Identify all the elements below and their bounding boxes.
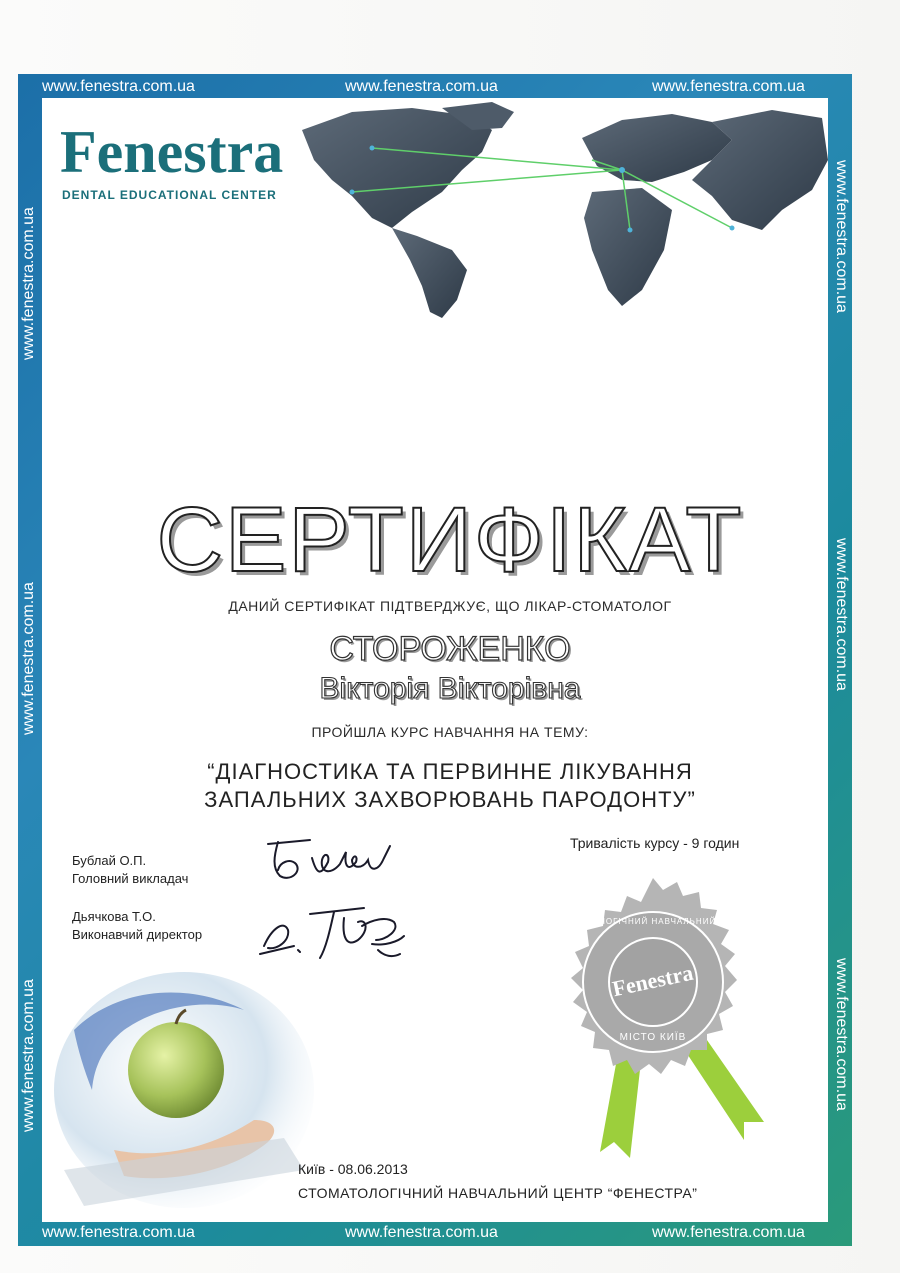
course-duration: Тривалість курсу - 9 годин [570, 835, 740, 851]
frame-url-right-1: www.fenestra.com.ua [833, 160, 850, 313]
course-topic-line-2: ЗАПАЛЬНИХ ЗАХВОРЮВАНЬ ПАРОДОНТУ” [204, 787, 696, 812]
signatory-1 [72, 852, 188, 888]
frame-url-top-left: www.fenestra.com.ua [42, 78, 195, 95]
signature-2-image [254, 900, 414, 970]
course-intro: ПРОЙШЛА КУРС НАВЧАННЯ НА ТЕМУ: [311, 724, 589, 740]
frame-url-right-2: www.fenestra.com.ua [833, 538, 850, 691]
frame-url-top-right: www.fenestra.com.ua [652, 78, 805, 95]
seal-center-text: Fenestra [610, 959, 696, 1002]
frame-url-top-center: www.fenestra.com.ua [345, 78, 498, 95]
frame-url-bottom-right: www.fenestra.com.ua [652, 1224, 805, 1241]
seal-stamp [538, 872, 768, 1162]
seal-ring-bottom-text: МІСТО КИЇВ [619, 1032, 687, 1043]
signatory-2-name: Дьячкова Т.О. [72, 909, 156, 924]
signature-1-image [250, 832, 400, 892]
certificate-title: СЕРТИФІКАТ [156, 489, 744, 591]
signatory-1-name: Бублай О.П. [72, 853, 147, 868]
confirm-line: ДАНИЙ СЕРТИФІКАТ ПІДТВЕРДЖУЄ, ЩО ЛІКАР-СТОМАТОЛОГ [228, 598, 672, 614]
recipient-given-names: Вікторія Вікторівна [319, 672, 581, 705]
signatory-2-role: Виконавчий директор [72, 927, 203, 942]
frame-url-bottom-left: www.fenestra.com.ua [42, 1224, 195, 1241]
seal-ring-top-text: СТОМАТОЛОГІЧНИЙ НАВЧАЛЬНИЙ ЦЕНТР [554, 917, 752, 926]
frame-url-right-3: www.fenestra.com.ua [833, 958, 850, 1111]
course-topic [0, 758, 900, 814]
frame-url-left-1: www.fenestra.com.ua [20, 207, 37, 360]
signatory-2 [72, 908, 202, 944]
recipient-surname: СТОРОЖЕНКО [329, 630, 571, 668]
logo-wordmark: Fenestra [60, 119, 284, 185]
frame-url-left-3: www.fenestra.com.ua [20, 979, 37, 1132]
place-date: Київ - 08.06.2013 [298, 1161, 408, 1177]
frame-url-bottom-center: www.fenestra.com.ua [345, 1224, 498, 1241]
logo-subtitle: DENTAL EDUCATIONAL CENTER [62, 188, 277, 202]
signatory-1-role: Головний викладач [72, 871, 189, 886]
issuer-name: СТОМАТОЛОГІЧНИЙ НАВЧАЛЬНИЙ ЦЕНТР “ФЕНЕСТРА” [298, 1185, 698, 1201]
frame-url-left-2: www.fenestra.com.ua [20, 582, 37, 735]
apple-in-hand-image [44, 970, 314, 1220]
course-topic-line-1: “ДІАГНОСТИКА ТА ПЕРВИННЕ ЛІКУВАННЯ [207, 759, 693, 784]
world-map-image [292, 100, 828, 322]
